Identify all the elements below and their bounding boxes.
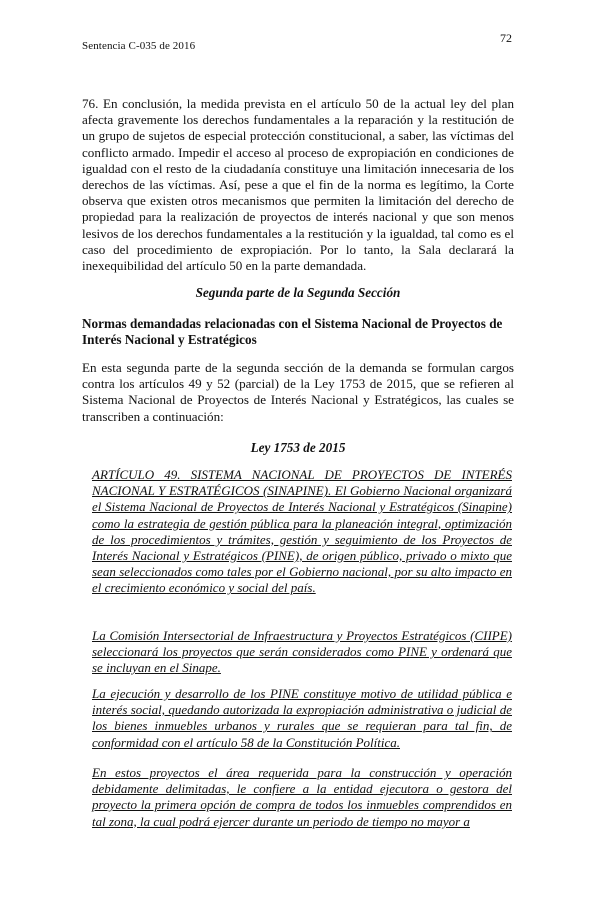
section-heading: Normas demandadas relacionadas con el Sistema Nacional de Proyectos de Interés Nacional y Estratégicos [82,316,503,348]
intro-paragraph: En esta segunda parte de la segunda sección de la demanda se formulan cargos contra los artículos 49 y 52 (parcial) de la Ley 1753 de 2015, que se refieren al Sistema Nacional de Proyectos de Interés Nacional y Estratégicos, las cuales se transcriben a continuación: [82,360,514,424]
quoted-paragraph-pine: La ejecución y desarrollo de los PINE constituye motivo de utilidad pública e interés social, quedando autorizada la expropiación administrativa o judicial de los bienes inmuebles urbanos y rurales que se requieran para tal fin, de conformidad con el artículo 58 de la Constitución Política. [92,686,512,750]
law-title: Ley 1753 de 2015 [250,440,346,455]
running-header: Sentencia C-035 de 2016 [82,40,196,52]
quoted-article-49: ARTÍCULO 49. SISTEMA NACIONAL DE PROYECTOS DE INTERÉS NACIONAL Y ESTRATÉGICOS (SINAPINE). El Gobierno Nacional organizará el Sistema Nacional de Proyectos de Interés Nacional y Estratégicos (Sinapine) como la estrategia de gestión pública para la planeación integral, optimización de los procedimientos y trámites, gestión y seguimiento de los Proyectos de Interés Nacional y Estratégicos (PINE), de origen público, privado o mixto que sean seleccionados como tales por el Gobierno nacional, por su alto impacto en el crecimiento económico y social del país. [92,467,512,596]
quoted-paragraph-ciipe: La Comisión Intersectorial de Infraestructura y Proyectos Estratégicos (CIIPE) seleccionará los proyectos que serán considerados como PINE y ordenará que se incluyan en el Sinape. [92,628,512,676]
section-title: Segunda parte de la Segunda Sección [195,285,401,300]
paragraph-76: 76. En conclusión, la medida prevista en el artículo 50 de la actual ley del plan afecta gravemente los derechos fundamentales a la reparación y la restitución de un grupo de sujetos de especial protección constitucional, a saber, las víctimas del conflicto armado. Impedir el acceso al proceso de expropiación en condiciones de igualdad con el resto de la ciudadanía constituye una limitación innecesaria de los derechos de las víctimas. Así, pese a que el fin de la norma es legítimo, la Corte observa que existen otros mecanismos que permiten la limitación del derecho de propiedad para la realización de proyectos de interés nacional y que son menos lesivos de los derechos fundamentales a la restitución y la igualdad, tal como es el caso del procedimiento de expropiación. Por lo tanto, la Sala declarará la inexequibilidad del artículo 50 en la parte demandada. [82,96,514,274]
quoted-paragraph-area: En estos proyectos el área requerida para la construcción y operación debidamente delimitadas, le confiere a la entidad ejecutora o gestora del proyecto la primera opción de compra de todos los inmuebles comprendidos en tal zona, la cual podrá ejercer durante un periodo de tiempo no mayor a [92,765,512,829]
page-number: 72 [500,31,512,45]
